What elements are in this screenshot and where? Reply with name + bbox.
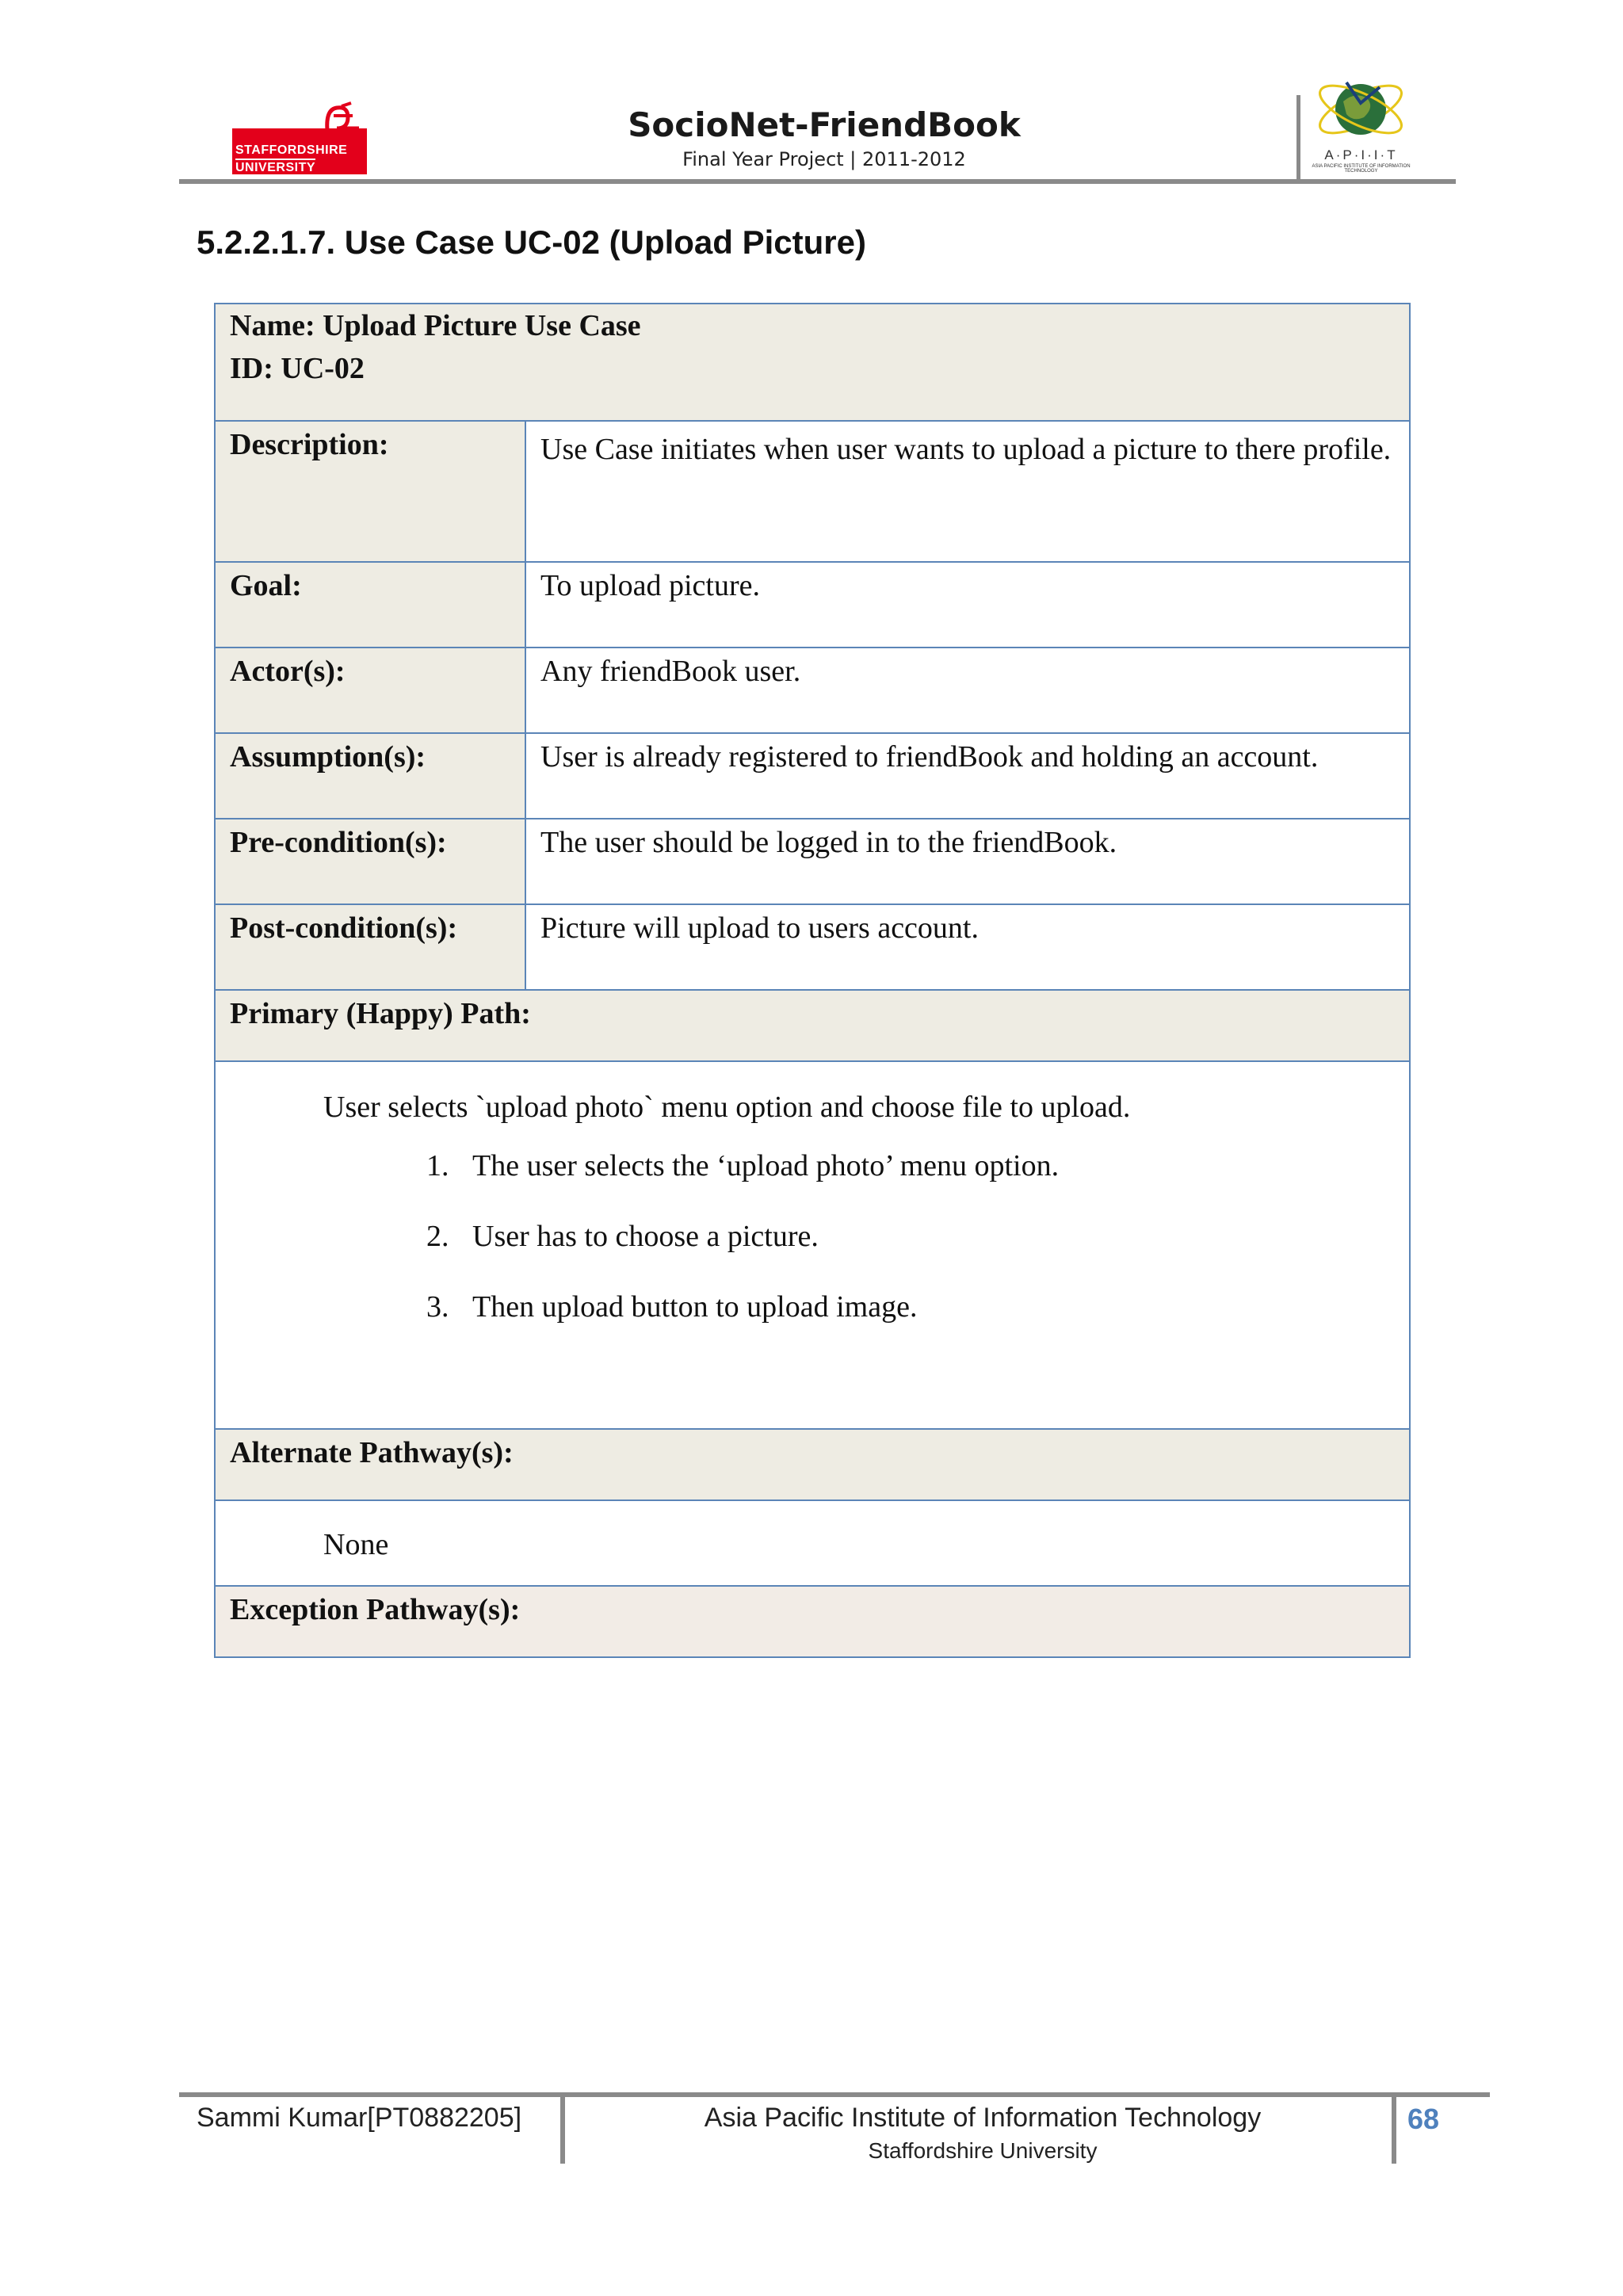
document-title: SocioNet-FriendBook: [628, 105, 1021, 144]
globe-icon: [1312, 71, 1411, 147]
table-row-value: User is already registered to friendBook and holding an account.: [525, 733, 1410, 819]
table-row-value: Any friendBook user.: [525, 648, 1410, 733]
table-row-label: Pre-condition(s):: [215, 819, 525, 904]
document-subtitle: Final Year Project | 2011-2012: [682, 148, 966, 170]
table-row-label: Post-condition(s):: [215, 904, 525, 990]
exception-path-header: Exception Pathway(s):: [215, 1586, 1410, 1657]
table-row-label: Assumption(s):: [215, 733, 525, 819]
use-case-id: ID: UC-02: [230, 352, 365, 385]
list-item: 3. Then upload button to upload image.: [426, 1290, 918, 1324]
footer-divider: [1392, 2092, 1396, 2164]
list-item: 2. User has to choose a picture.: [426, 1220, 819, 1253]
use-case-name-cell: [215, 304, 1410, 421]
use-case-name: Name: Upload Picture Use Case: [230, 309, 641, 342]
use-case-table: [214, 303, 1411, 1658]
footer-divider: [560, 2092, 565, 2164]
table-row-value: Use Case initiates when user wants to upload a picture to there profile.: [525, 421, 1410, 562]
table-row-value: To upload picture.: [525, 562, 1410, 648]
table-row-value: Picture will upload to users account.: [525, 904, 1410, 990]
footer-author: Sammi Kumar[PT0882205]: [197, 2103, 522, 2133]
section-heading: 5.2.2.1.7. Use Case UC-02 (Upload Picture): [197, 223, 866, 261]
footer-rule: [179, 2092, 1490, 2097]
table-row-label: Goal:: [215, 562, 525, 648]
apiit-logo-text: A·P·I·I·T: [1324, 147, 1398, 162]
footer-institute: Asia Pacific Institute of Information Technology: [704, 2103, 1262, 2133]
staffordshire-logo-text: STAFFORDSHIRE: [235, 143, 348, 157]
table-row-value: The user should be logged in to the friendBook.: [525, 819, 1410, 904]
list-item: 1. The user selects the ‘upload photo’ menu option.: [426, 1149, 1060, 1182]
header-divider: [1296, 95, 1300, 182]
table-row-label: Description:: [215, 421, 525, 562]
apiit-logo: [1312, 71, 1411, 174]
table-row-label: Actor(s):: [215, 648, 525, 733]
footer-university: Staffordshire University: [868, 2138, 1098, 2163]
apiit-logo-subtext: ASIA PACIFIC INSTITUTE OF INFORMATION TECHNOLOGY: [1312, 164, 1411, 174]
primary-path-intro: User selects `upload photo` menu option and choose file to upload.: [323, 1091, 1131, 1124]
primary-path-header: Primary (Happy) Path:: [215, 990, 1410, 1061]
staffordshire-logo: [232, 101, 367, 174]
alternate-path-header: Alternate Pathway(s):: [215, 1429, 1410, 1500]
staffordshire-logo-text-2: UNIVERSITY: [235, 159, 315, 175]
page-number: 68: [1407, 2103, 1440, 2135]
primary-path-steps: [216, 1144, 1409, 1328]
alternate-path-body: None: [215, 1500, 1410, 1586]
primary-path-body: [215, 1061, 1410, 1429]
header-rule: [179, 179, 1456, 184]
